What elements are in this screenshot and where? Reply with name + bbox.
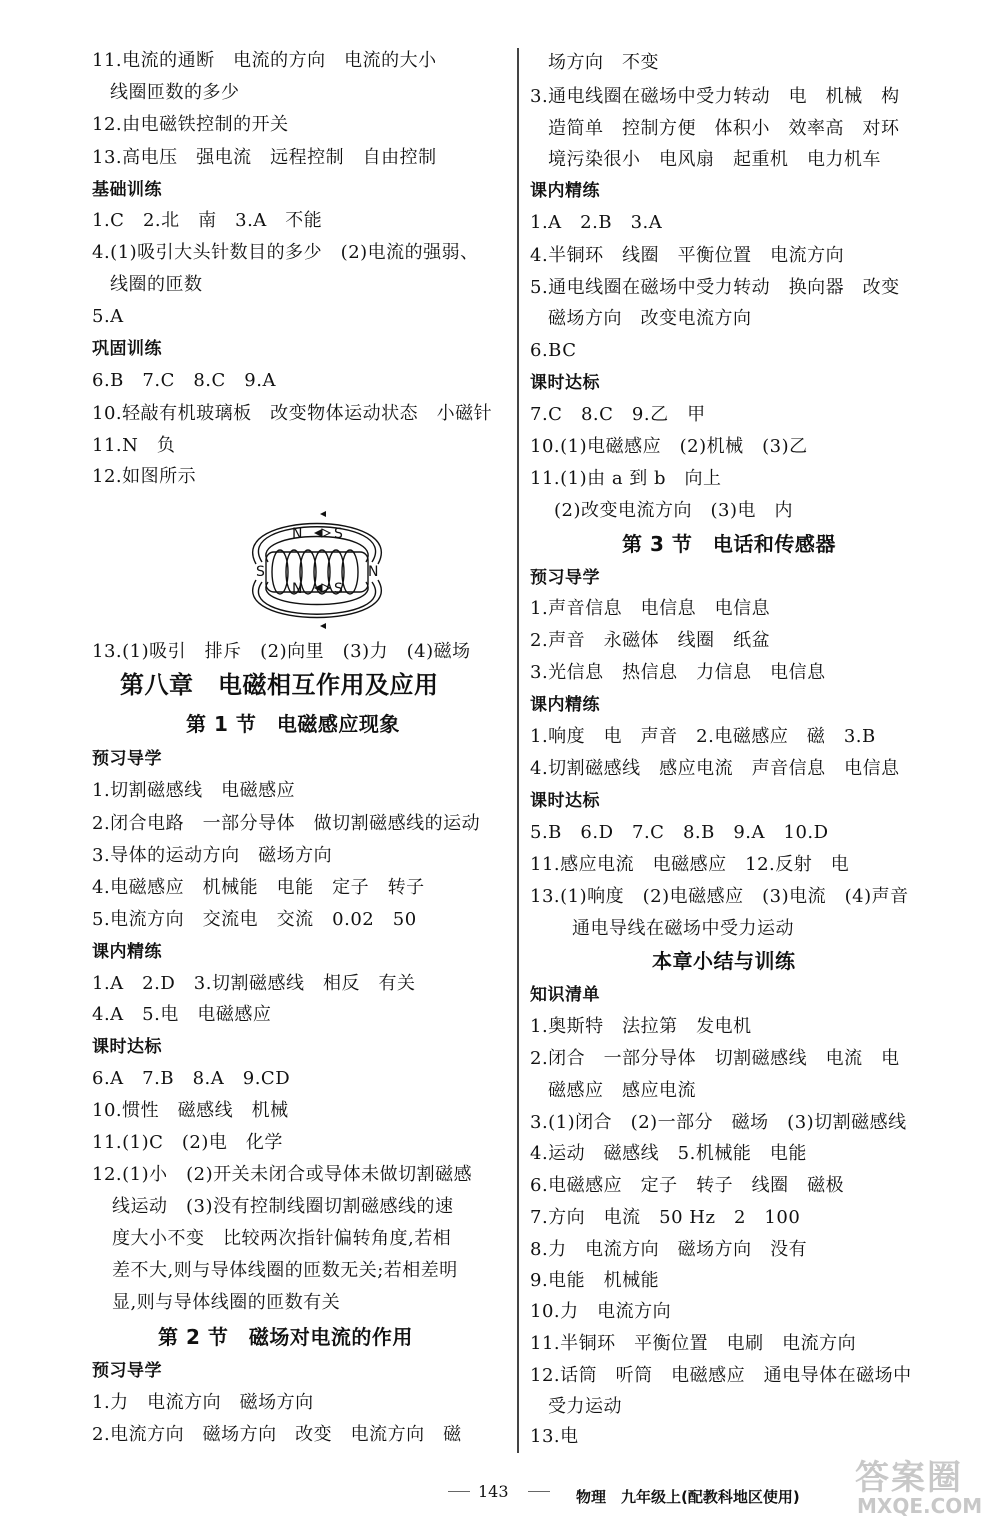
answer-line: 12.由电磁铁控制的开关	[92, 114, 289, 135]
answer-line: 度大小不变 比较两次指针偏转角度,若相	[112, 1228, 452, 1249]
subheading: 预习导学	[92, 1361, 162, 1381]
subheading: 课内精练	[92, 942, 162, 962]
answer-line: 2.闭合 一部分导体 切割磁感线 电流 电	[530, 1048, 900, 1069]
watermark-url: MXQE.COM	[857, 1494, 983, 1518]
answer-line: 13.(1)响度 (2)电磁感应 (3)电流 (4)声音	[530, 886, 909, 907]
answer-line: 6.电磁感应 定子 转子 线圈 磁极	[530, 1175, 845, 1196]
answer-line: 5.通电线圈在磁场中受力转动 换向器 改变	[530, 277, 900, 298]
answer-line: 7.方向 电流 50 Hz 2 100	[530, 1207, 801, 1228]
answer-line: 3.导体的运动方向 磁场方向	[92, 845, 333, 866]
label-s-left: S	[256, 564, 265, 580]
compass-needle-top	[314, 529, 322, 537]
section-title: 第 3 节 电话和传感器	[622, 532, 836, 556]
answer-line: 10.(1)电磁感应 (2)机械 (3)乙	[530, 436, 808, 457]
answer-line: 11.(1)C (2)电 化学	[92, 1132, 283, 1153]
field-arrow-top	[320, 511, 326, 517]
solenoid-core	[266, 552, 368, 592]
answer-line: 2.声音 永磁体 线圈 纸盆	[530, 630, 771, 651]
section-title: 本章小结与训练	[652, 949, 796, 973]
answer-line: 场方向 不变	[548, 52, 659, 73]
answer-line: 1.声音信息 电信息 电信息	[530, 598, 771, 619]
answer-line: 1.响度 电 声音 2.电磁感应 磁 3.B	[530, 726, 876, 747]
answer-line: 造简单 控制方便 体积小 效率高 对环	[548, 118, 900, 139]
answer-line: 5.B 6.D 7.C 8.B 9.A 10.D	[530, 822, 829, 843]
footer-dash-right	[528, 1491, 550, 1492]
subheading: 预习导学	[530, 568, 600, 588]
answer-line: 10.惯性 磁感线 机械	[92, 1100, 289, 1121]
answer-line: 3.通电线圈在磁场中受力转动 电 机械 构	[530, 86, 900, 107]
watermark-text: 答案圈	[855, 1458, 963, 1498]
answer-line: 受力运动	[548, 1396, 622, 1417]
answer-line: 6.BC	[530, 340, 577, 361]
answer-line: 2.电流方向 磁场方向 改变 电流方向 磁	[92, 1424, 462, 1445]
answer-line: 11.N 负	[92, 435, 176, 456]
answer-line: 5.电流方向 交流电 交流 0.02 50	[92, 909, 417, 930]
answer-line: 13.(1)吸引 排斥 (2)向里 (3)力 (4)磁场	[92, 641, 471, 662]
answer-line: (2)改变电流方向 (3)电 内	[554, 500, 793, 521]
section-title: 第 2 节 磁场对电流的作用	[158, 1325, 413, 1349]
answer-line: 磁场方向 改变电流方向	[548, 308, 752, 329]
field-line-upper-outermost	[253, 524, 382, 565]
answer-line: 1.A 2.B 3.A	[530, 212, 663, 233]
subheading: 课时达标	[92, 1037, 162, 1057]
answer-line: 线圈匝数的多少	[110, 82, 240, 103]
answer-line: 3.光信息 热信息 力信息 电信息	[530, 662, 826, 683]
answer-line: 1.C 2.北 南 3.A 不能	[92, 210, 323, 231]
answer-line: 线运动 (3)没有控制线圈切割磁感线的速	[112, 1196, 454, 1217]
answer-line: 6.A 7.B 8.A 9.CD	[92, 1068, 291, 1089]
answer-line: 线圈的匝数	[110, 274, 203, 295]
answer-line: 12.如图所示	[92, 466, 197, 487]
subheading: 预习导学	[92, 749, 162, 769]
label-s-bottom: S	[334, 581, 343, 597]
footer-dash-left	[448, 1491, 470, 1492]
answer-line: 1.力 电流方向 磁场方向	[92, 1392, 314, 1413]
label-s-top: S	[334, 526, 343, 542]
answer-line: 10.力 电流方向	[530, 1301, 672, 1322]
answer-line: 3.(1)闭合 (2)一部分 磁场 (3)切割磁感线	[530, 1112, 907, 1133]
subheading: 课时达标	[530, 373, 600, 393]
subheading: 知识清单	[530, 985, 600, 1005]
label-n-right: N	[368, 564, 379, 580]
answer-line: 6.B 7.C 8.C 9.A	[92, 370, 276, 391]
field-line-lower-outermost	[253, 580, 382, 618]
subheading: 课时达标	[530, 791, 600, 811]
answer-line: 2.闭合电路 一部分导体 做切割磁感线的运动	[92, 813, 481, 834]
answer-line: 7.C 8.C 9.乙 甲	[530, 404, 706, 425]
answer-line: 12.(1)小 (2)开关未闭合或导体未做切割磁感	[92, 1164, 473, 1185]
subheading: 巩固训练	[92, 339, 162, 359]
answer-line: 1.切割磁感线 电磁感应	[92, 780, 296, 801]
answer-line: 4.A 5.电 电磁感应	[92, 1004, 272, 1025]
answer-line: 13.高电压 强电流 远程控制 自由控制	[92, 147, 437, 168]
answer-line: 11.(1)由 a 到 b 向上	[530, 468, 722, 489]
answer-line: 11.电流的通断 电流的方向 电流的大小	[92, 50, 437, 71]
answer-line: 4.(1)吸引大头针数目的多少 (2)电流的强弱、	[92, 242, 479, 263]
field-arrow-bottom	[320, 623, 326, 629]
answer-line: 11.感应电流 电磁感应 12.反射 电	[530, 854, 850, 875]
column-divider	[517, 48, 519, 1453]
answer-line: 5.A	[92, 306, 124, 327]
answer-line: 13.电	[530, 1426, 579, 1447]
answer-line: 通电导线在磁场中受力运动	[572, 918, 794, 939]
label-n-top: N	[292, 526, 303, 542]
answer-line: 4.电磁感应 机械能 电能 定子 转子	[92, 877, 425, 898]
answer-line: 磁感应 感应电流	[548, 1080, 696, 1101]
field-line-upper-inner	[266, 537, 368, 563]
section-title: 第 1 节 电磁感应现象	[186, 712, 400, 736]
answer-line: 1.奥斯特 法拉第 发电机	[530, 1016, 752, 1037]
page-number: 143	[478, 1482, 509, 1501]
solenoid-field-figure	[222, 500, 412, 632]
answer-line: 差不大,则与导体线圈的匝数无关;若相差明	[112, 1260, 458, 1281]
subheading: 课内精练	[530, 695, 600, 715]
answer-line: 10.轻敲有机玻璃板 改变物体运动状态 小磁针	[92, 403, 493, 424]
answer-line: 8.力 电流方向 磁场方向 没有	[530, 1239, 808, 1260]
label-n-bottom: N	[292, 581, 303, 597]
answer-line: 1.A 2.D 3.切割磁感线 相反 有关	[92, 973, 416, 994]
answer-line: 4.运动 磁感线 5.机械能 电能	[530, 1143, 807, 1164]
chapter-title: 第八章 电磁相互作用及应用	[120, 671, 439, 699]
subheading: 课内精练	[530, 181, 600, 201]
answer-line: 4.切割磁感线 感应电流 声音信息 电信息	[530, 758, 900, 779]
answer-line: 12.话筒 听筒 电磁感应 通电导体在磁场中	[530, 1365, 912, 1386]
subheading: 基础训练	[92, 180, 162, 200]
footer-book-title: 物理 九年级上(配教科地区使用)	[576, 1488, 800, 1506]
answer-line: 4.半铜环 线圈 平衡位置 电流方向	[530, 245, 845, 266]
answer-line: 9.电能 机械能	[530, 1270, 660, 1291]
answer-line: 11.半铜环 平衡位置 电刷 电流方向	[530, 1333, 857, 1354]
answer-line: 显,则与导体线圈的匝数有关	[112, 1292, 341, 1313]
watermark-logo	[855, 1450, 995, 1520]
answer-line: 境污染很小 电风扇 起重机 电力机车	[548, 149, 881, 170]
